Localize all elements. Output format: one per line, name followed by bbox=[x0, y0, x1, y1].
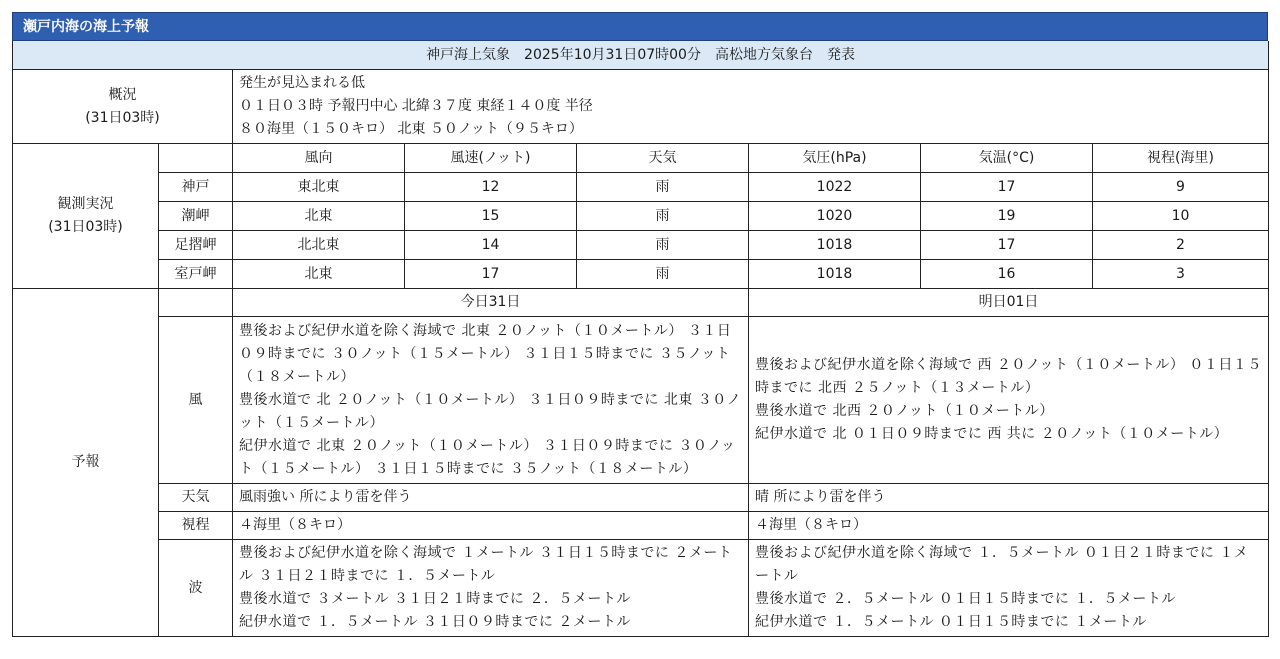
pressure: 1018 bbox=[749, 260, 921, 289]
weather: 雨 bbox=[577, 202, 749, 231]
weather-today: 風雨強い 所により雷を伴う bbox=[233, 484, 749, 512]
weather-row-label: 天気 bbox=[159, 484, 233, 512]
pressure: 1022 bbox=[749, 173, 921, 202]
wind-direction: 北東 bbox=[233, 202, 405, 231]
station-name: 室戸岬 bbox=[159, 260, 233, 289]
table-row bbox=[13, 260, 1269, 289]
issued-line: 神戸海上気象 2025年10月31日07時00分 高松地方気象台 発表 bbox=[13, 41, 1269, 70]
observation-corner bbox=[159, 144, 233, 173]
wave-tomorrow-line: 紀伊水道で １．５メートル ０１日１５時までに １メートル bbox=[755, 614, 1147, 630]
wind-direction: 東北東 bbox=[233, 173, 405, 202]
wind-speed: 17 bbox=[405, 260, 577, 289]
wave-today bbox=[233, 540, 749, 637]
forecast-label: 予報 bbox=[13, 289, 159, 637]
observation-label-cell bbox=[13, 144, 159, 289]
table-row bbox=[13, 173, 1269, 202]
visibility-tomorrow: ４海里（８キロ） bbox=[749, 512, 1269, 540]
overview-label-cell bbox=[13, 70, 233, 144]
weather: 雨 bbox=[577, 260, 749, 289]
overview-line: ８０海里（１５０キロ） 北東 ５０ノット（９５キロ） bbox=[239, 121, 583, 137]
wind-row-label: 風 bbox=[159, 317, 233, 484]
temperature: 17 bbox=[921, 231, 1093, 260]
wind-tomorrow-line: 紀伊水道で 北 ０１日０９時までに 西 共に ２０ノット（１０メートル） bbox=[755, 426, 1229, 442]
temperature: 16 bbox=[921, 260, 1093, 289]
station-name: 足摺岬 bbox=[159, 231, 233, 260]
overview-line: 発生が見込まれる低 bbox=[239, 75, 365, 91]
table-row bbox=[13, 202, 1269, 231]
forecast-corner bbox=[159, 289, 233, 317]
wind-direction: 北北東 bbox=[233, 231, 405, 260]
col-header: 風向 bbox=[233, 144, 405, 173]
wave-today-line: 豊後および紀伊水道を除く海域で １メートル ３１日１５時までに ２メートル ３１日２１時までに １．５メートル bbox=[239, 545, 733, 584]
pressure: 1018 bbox=[749, 231, 921, 260]
col-header: 視程(海里) bbox=[1093, 144, 1269, 173]
visibility-row-label: 視程 bbox=[159, 512, 233, 540]
overview-label: 概況 bbox=[108, 86, 137, 103]
wave-row-label: 波 bbox=[159, 540, 233, 637]
wind-today-line: 豊後および紀伊水道を除く海域で 北東 ２０ノット（１０メートル） ３１日０９時までに ３０ノット（１５メートル） ３１日１５時までに ３５ノット（１８メートル） bbox=[239, 322, 732, 385]
table-row bbox=[13, 231, 1269, 260]
wind-tomorrow bbox=[749, 317, 1269, 484]
station-name: 神戸 bbox=[159, 173, 233, 202]
wind-tomorrow-line: 豊後および紀伊水道を除く海域で 西 ２０ノット（１０メートル） ０１日１５時までに 北西 ２５ノット（１３メートル） bbox=[755, 357, 1262, 396]
weather-tomorrow: 晴 所により雷を伴う bbox=[749, 484, 1269, 512]
panel-title: 瀬戸内海の海上予報 bbox=[12, 12, 1268, 41]
wind-today-line: 紀伊水道で 北東 ２０ノット（１０メートル） ３１日０９時までに ３０ノット（１５メートル） ３１日１５時までに ３５ノット（１８メートル） bbox=[239, 437, 736, 477]
pressure: 1020 bbox=[749, 202, 921, 231]
observation-label: 観測実況 bbox=[57, 196, 114, 212]
visibility-today: ４海里（８キロ） bbox=[233, 512, 749, 540]
observation-time: (31日03時) bbox=[48, 219, 123, 235]
wind-tomorrow-line: 豊後水道で 北西 ２０ノット（１０メートル） bbox=[755, 403, 1054, 419]
wind-speed: 15 bbox=[405, 202, 577, 231]
wave-tomorrow bbox=[749, 540, 1269, 637]
wind-today-line: 豊後水道で 北 ２０ノット（１０メートル） ３１日０９時までに 北東 ３０ノット（１５メートル） bbox=[239, 391, 742, 431]
wind-today bbox=[233, 317, 749, 484]
col-header: 気温(°C) bbox=[921, 144, 1093, 173]
station-name: 潮岬 bbox=[159, 202, 233, 231]
visibility: 10 bbox=[1093, 202, 1269, 231]
overview-time: (31日03時) bbox=[85, 109, 160, 126]
overview-line: ０１日０３時 予報円中心 北緯３７度 東経１４０度 半径 bbox=[239, 98, 593, 114]
forecast-today-header: 今日31日 bbox=[233, 289, 749, 317]
col-header: 風速(ノット) bbox=[405, 144, 577, 173]
temperature: 19 bbox=[921, 202, 1093, 231]
marine-forecast-panel bbox=[12, 12, 1268, 637]
wave-today-line: 紀伊水道で １．５メートル ３１日０９時までに ２メートル bbox=[239, 614, 631, 630]
wave-today-line: 豊後水道で ３メートル ３１日２１時までに ２．５メートル bbox=[239, 591, 631, 607]
weather: 雨 bbox=[577, 173, 749, 202]
overview-text bbox=[233, 70, 1269, 144]
weather: 雨 bbox=[577, 231, 749, 260]
visibility: 9 bbox=[1093, 173, 1269, 202]
wave-tomorrow-line: 豊後および紀伊水道を除く海域で １．５メートル ０１日２１時までに １メートル bbox=[755, 545, 1249, 584]
temperature: 17 bbox=[921, 173, 1093, 202]
wind-speed: 14 bbox=[405, 231, 577, 260]
forecast-tomorrow-header: 明日01日 bbox=[749, 289, 1269, 317]
col-header: 天気 bbox=[577, 144, 749, 173]
visibility: 2 bbox=[1093, 231, 1269, 260]
wave-tomorrow-line: 豊後水道で ２．５メートル ０１日１５時までに １．５メートル bbox=[755, 591, 1176, 607]
wind-speed: 12 bbox=[405, 173, 577, 202]
visibility: 3 bbox=[1093, 260, 1269, 289]
wind-direction: 北東 bbox=[233, 260, 405, 289]
col-header: 気圧(hPa) bbox=[749, 144, 921, 173]
forecast-table bbox=[12, 41, 1269, 637]
